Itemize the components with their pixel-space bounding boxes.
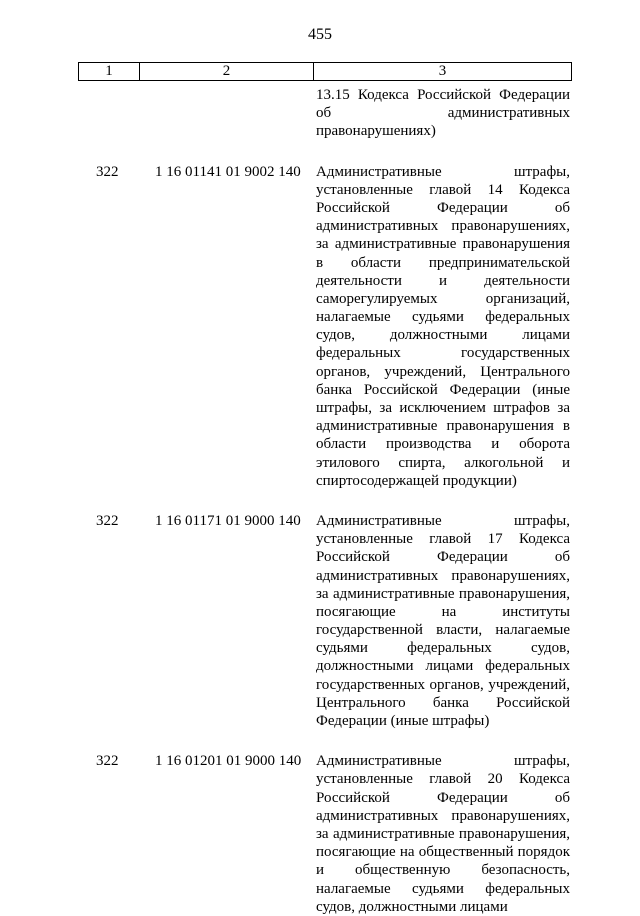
description-line: административные правонарушения в: [316, 418, 570, 435]
description-cell: [316, 86, 570, 141]
description-line: об административных: [316, 105, 570, 122]
description-line: за административные правонарушения,: [316, 585, 570, 602]
description-line: административных правонарушениях,: [316, 807, 570, 824]
description-line: в области предпринимательской: [316, 254, 570, 271]
column-header-3: 3: [438, 63, 447, 79]
description-cell: [316, 512, 570, 730]
description-line: Административные штрафы,: [316, 753, 570, 770]
page-number: 455: [308, 26, 332, 43]
description-line: федеральных государственных: [316, 345, 570, 362]
description-line: органов, учреждений, Центрального: [316, 363, 570, 380]
description-line: налагаемые судьями федеральных: [316, 309, 570, 326]
description-cell: [316, 752, 570, 916]
column-header-2: 2: [140, 63, 314, 80]
column-header-1: 1: [79, 63, 140, 80]
budget-code-cell: 1 16 01141 01 9002 140: [155, 163, 301, 180]
description-line: посягающие на общественный порядок: [316, 844, 570, 861]
description-line: административных правонарушениях,: [316, 567, 570, 584]
admin-code-cell: 322: [96, 753, 119, 770]
description-line: спиртосодержащей продукции): [316, 472, 517, 489]
description-line: саморегулируемых организаций,: [316, 290, 570, 307]
row-spacer: [0, 490, 640, 512]
description-line: должностными лицами федеральных: [316, 658, 570, 675]
description-line: установленные главой 14 Кодекса: [316, 181, 570, 198]
description-line: судьями федеральных судов,: [316, 640, 570, 657]
table-row: [0, 512, 640, 730]
description-line: административных правонарушениях,: [316, 218, 570, 235]
table-row: [0, 752, 640, 916]
table-row: [0, 86, 640, 141]
description-line: штрафы, за исключением штрафов за: [316, 400, 570, 416]
description-cell: [316, 163, 570, 490]
description-line: 13.15 Кодекса Российской Федерации: [316, 87, 570, 103]
admin-code-cell: 322: [96, 163, 119, 180]
description-line: государственной власти, налагаемые: [316, 622, 570, 639]
description-line: налагаемые судьями федеральных: [316, 880, 570, 897]
description-line: этилового спирта, алкогольной и: [316, 454, 570, 471]
description-line: Российской Федерации об: [316, 789, 570, 806]
table-row: [0, 163, 640, 490]
description-line: области производства и оборота: [316, 436, 570, 453]
description-line: Российской Федерации об: [316, 199, 570, 216]
description-line: и общественную безопасность,: [316, 862, 570, 879]
table-header: [78, 62, 572, 81]
description-line: деятельности и деятельности: [316, 272, 570, 289]
description-line: Федерации (иные штрафы): [316, 713, 490, 729]
row-spacer: [0, 141, 640, 163]
row-spacer: [0, 730, 640, 752]
description-line: судов, должностными лицами: [316, 327, 570, 344]
description-line: установленные главой 20 Кодекса: [316, 771, 570, 788]
description-line: правонарушениях): [316, 123, 436, 140]
description-line: установленные главой 17 Кодекса: [316, 531, 570, 548]
admin-code-cell: 322: [96, 512, 119, 529]
description-line: Административные штрафы,: [316, 512, 570, 529]
description-line: Административные штрафы,: [316, 163, 570, 180]
table-body: [0, 86, 640, 916]
budget-code-cell: 1 16 01171 01 9000 140: [155, 512, 301, 529]
description-line: посягающие на институты: [316, 603, 570, 620]
description-line: государственных органов, учреждений,: [316, 676, 570, 693]
description-line: судов, должностными лицами: [316, 898, 508, 915]
description-line: за административные правонарушения: [316, 236, 570, 253]
description-line: Российской Федерации об: [316, 549, 570, 566]
description-line: за административные правонарушения,: [316, 825, 570, 842]
description-line: банка Российской Федерации (иные: [316, 381, 570, 398]
budget-code-cell: 1 16 01201 01 9000 140: [155, 753, 302, 770]
description-line: Центрального банка Российской: [316, 694, 570, 711]
